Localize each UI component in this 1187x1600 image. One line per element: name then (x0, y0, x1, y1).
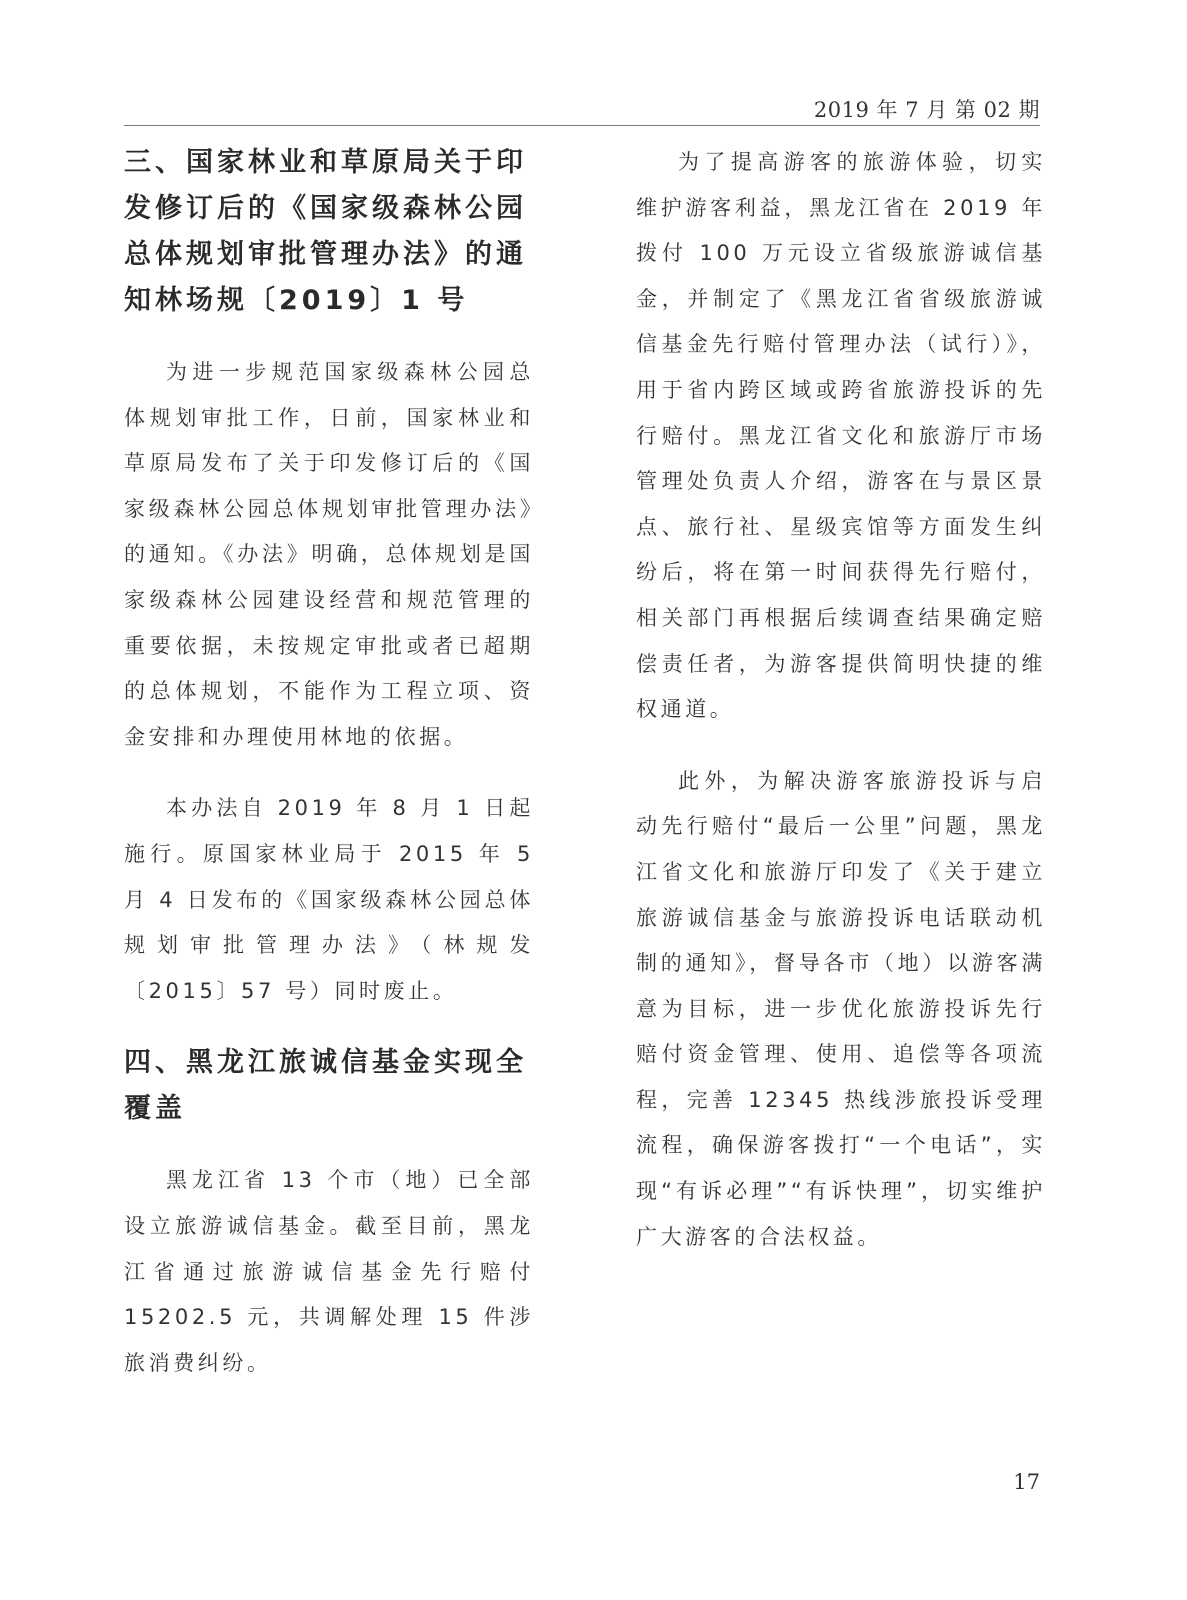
section-3-paragraph-2: 本办法自 2019 年 8 月 1 日起施行。原国家林业局于 2015 年 5 月 4 日发布的《国家级森林公园总体规划审批管理办法》（林规发〔2015〕57 号）同时废止。 (124, 796, 534, 1003)
section-3-paragraph-1: 为进一步规范国家级森林公园总体规划审批工作，日前，国家林业和草原局发布了关于印发修订后的《国家级森林公园总体规划审批管理办法》的通知。《办法》明确，总体规划是国家级森林公园建设经营和规范管理的重要依据，未按规定审批或者已超期的总体规划，不能作为工程立项、资金安排和办理使用林地的依据。 (124, 360, 534, 749)
page-number: 17 (1013, 1470, 1040, 1494)
header-divider (124, 125, 1040, 126)
right-column (636, 140, 1046, 1260)
right-paragraph-2: 此外，为解决游客旅游投诉与启动先行赔付“最后一公里”问题，黑龙江省文化和旅游厅印发了《关于建立旅游诚信基金与旅游投诉电话联动机制的通知》，督导各市（地）以游客满意为目标，进一步优化旅游投诉先行赔付资金管理、使用、追偿等各项流程，完善 12345 热线涉旅投诉受理流程，确保游客拨打“一个电话”，实现“有诉必理”“有诉快理”，切实维护广大游客的合法权益。 (636, 768, 1046, 1249)
left-column (124, 140, 534, 1386)
spacer (124, 1132, 534, 1158)
page-header (124, 94, 1040, 124)
spacer (124, 760, 534, 786)
spacer (124, 324, 534, 350)
section-3-title: 三、国家林业和草原局关于印发修订后的《国家级森林公园总体规划审批管理办法》的通知林场规〔2019〕1 号 (124, 147, 527, 316)
spacer (636, 733, 1046, 759)
right-paragraph-1: 为了提高游客的旅游体验，切实维护游客利益，黑龙江省在 2019 年拨付 100 万元设立省级旅游诚信基金，并制定了《黑龙江省省级旅游诚信基金先行赔付管理办法（试行）》，用于省内跨区域或跨省旅游投诉的先行赔付。黑龙江省文化和旅游厅市场管理处负责人介绍，游客在与景区景点、旅行社、星级宾馆等方面发生纠纷后，将在第一时间获得先行赔付，相关部门再根据后续调查结果确定赔偿责任者，为游客提供简明快捷的维权通道。 (636, 150, 1046, 722)
spacer (124, 1014, 534, 1040)
issue-label: 2019 年 7 月 第 02 期 (813, 98, 1040, 122)
section-4-title: 四、黑龙江旅诚信基金实现全覆盖 (124, 1047, 527, 1125)
section-4-paragraph-1: 黑龙江省 13 个市（地）已全部设立旅游诚信基金。截至目前，黑龙江省通过旅游诚信基金先行赔付 15202.5 元，共调解处理 15 件涉旅消费纠纷。 (124, 1168, 534, 1375)
